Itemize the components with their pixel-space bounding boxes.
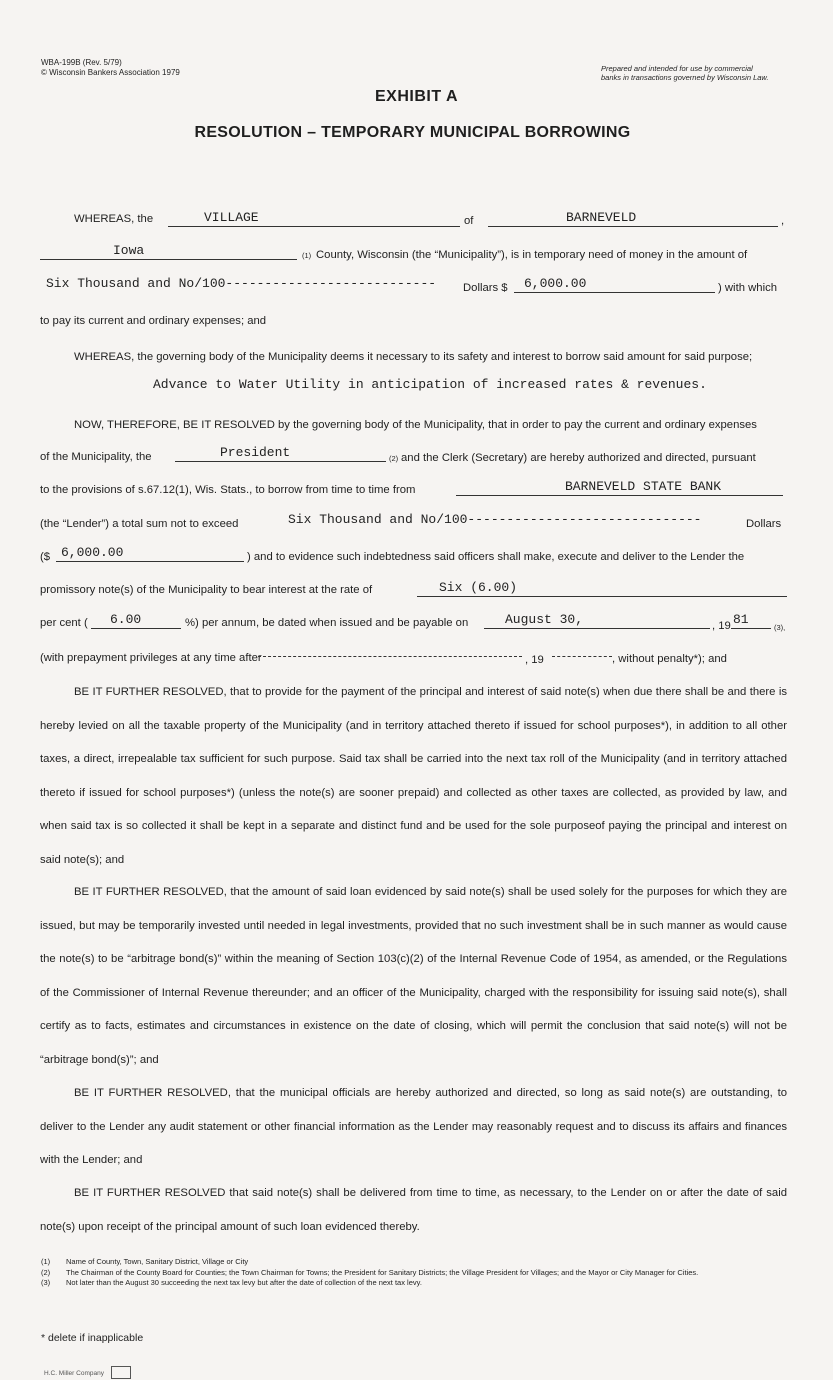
now-line8-b: , 19 xyxy=(525,654,544,666)
entity-name-field xyxy=(488,210,778,227)
now-line6-a: promissory note(s) of the Municipality to bear interest at the rate of xyxy=(40,584,373,596)
now-line2-b: and the Clerk (Secretary) are hereby authorized and directed, pursuant xyxy=(401,452,756,464)
whereas-intro: WHEREAS, the xyxy=(74,213,154,225)
due-date-field xyxy=(484,612,710,629)
printer-credit: H.C. Miller Company xyxy=(44,1370,104,1377)
comma: , xyxy=(781,215,785,227)
county-field xyxy=(40,243,297,260)
footnote-marker-2: (2) xyxy=(389,454,399,463)
rate-field xyxy=(91,612,181,629)
amount-words-field xyxy=(40,276,458,292)
prepared-note-line2: banks in transactions governed by Wisconsin Law. xyxy=(601,73,769,82)
prepayment-date-line xyxy=(258,656,522,657)
dollars-label: Dollars $ xyxy=(463,282,508,294)
now-line8-c: , without penalty*); and xyxy=(612,653,727,665)
form-number: WBA-199B (Rev. 5/79) xyxy=(41,58,122,67)
entity-name-value: BARNEVELD xyxy=(566,210,637,225)
paragraph-tax-levy xyxy=(40,676,787,877)
sum-value: 6,000.00 xyxy=(61,545,124,560)
expenses-text: to pay its current and ordinary expenses; and xyxy=(40,315,267,327)
now-line5-a: ($ xyxy=(40,551,51,563)
rate-words-value: Six (6.00) xyxy=(439,580,518,595)
now-line3-a: to the provisions of s.67.12(1), Wis. Stats., to borrow from time to time from xyxy=(40,484,416,496)
paragraph-text: BE IT FURTHER RESOLVED, that the amount of said loan evidenced by said note(s) shall be used solely for the purposes for which they are issued, but may be temporarily invested until needed in legal investments, provided that no such investment shall be in such manner as would cause the note(s) to be “arbitrage bond(s)” within the meaning of Section 103(c)(2) of the Internal Revenue Code of 1954, as amended, or the Regulations of the Commissioner of Internal Revenue thereunder; and an officer of the Municipality, charged with the responsibility for issuing said note(s), shall certify as to facts, estimates and circumstances in existence on the date of closing, which will permit the conclusion that said note(s) will not be “arbitrage bond(s)”; and xyxy=(40,886,787,1066)
now-line2-a: of the Municipality, the xyxy=(40,451,152,463)
entity-type-field xyxy=(168,210,460,227)
with-which-text: ) with which xyxy=(718,282,778,294)
delete-note: * delete if inapplicable xyxy=(41,1332,144,1344)
paragraph-text: BE IT FURTHER RESOLVED, that the municipal officials are hereby authorized and directed, so long as said note(s) are outstanding, to deliver to the Lender any audit statement or other financial information as the Lender may reasonably request and to discuss its affairs and finances with the Lender; and xyxy=(40,1087,787,1166)
amount-field xyxy=(514,276,715,293)
footnote-number: (3) xyxy=(41,1278,51,1287)
footnote-text: The Chairman of the County Board for Counties; the Town Chairman for Towns; the President for Sanitary Districts; the Village President for Villages; and the Mayor or City Manager for Cities. xyxy=(66,1267,699,1277)
purpose-value: Advance to Water Utility in anticipation of increased rates & revenues. xyxy=(153,377,707,392)
now-line7-b: %) per annum, be dated when issued and be payable on xyxy=(185,617,469,629)
paragraph-audit xyxy=(40,1077,787,1178)
officer-field xyxy=(175,445,386,462)
entity-type-value: VILLAGE xyxy=(204,210,259,225)
due-year-value: 81 xyxy=(733,612,749,627)
now-line5-b: ) and to evidence such indebtedness said officers shall make, execute and deliver to the Lender the xyxy=(247,551,745,563)
now-line7-c: , 19 xyxy=(712,620,731,632)
printer-logo xyxy=(111,1366,131,1379)
due-year-field xyxy=(731,612,771,629)
rate-value: 6.00 xyxy=(110,612,142,627)
footnote-3 xyxy=(41,1278,786,1288)
footnote-marker-3: (3), xyxy=(774,623,786,632)
prepayment-year-line xyxy=(552,656,612,657)
lender-value: BARNEVELD STATE BANK xyxy=(565,479,722,494)
now-line4-b: Dollars xyxy=(746,518,782,530)
rate-words-field xyxy=(417,580,787,597)
county-text: County, Wisconsin (the “Municipality”), is in temporary need of money in the amount of xyxy=(316,249,748,261)
footnote-2 xyxy=(41,1268,786,1278)
paragraph-delivery xyxy=(40,1177,787,1244)
footnotes xyxy=(41,1257,786,1289)
now-therefore-line1: NOW, THEREFORE, BE IT RESOLVED by the governing body of the Municipality, that in order to pay the current and ordinary expenses xyxy=(74,419,757,431)
sum-words-field xyxy=(263,512,741,528)
footnote-number: (1) xyxy=(41,1257,51,1266)
now-line8-a: (with prepayment privileges at any time after xyxy=(40,652,262,664)
paragraph-text: BE IT FURTHER RESOLVED, that to provide for the payment of the principal and interest of said note(s) when due there shall be and there is hereby levied on all the taxable property of the Municipality (and in territory attached thereto if issued for school purposes*), in addition to all other taxes, a direct, irrepealable tax sufficient for such purpose. Said tax shall be carried into the next tax roll of the Municipality (and in territory attached thereto if issued for school purposes*) (unless the note(s) are sooner prepaid) and collected as other taxes are collected, as provided by law, and when said tax is so collected it shall be kept in a separate and distinct fund and be used for the sole purposeof paying the principal and interest on said note(s); and xyxy=(40,686,787,866)
prepared-note xyxy=(601,64,769,82)
amount-words-value: Six Thousand and No/100--------------------------- xyxy=(46,276,437,291)
prepared-note-line1: Prepared and intended for use by commercial xyxy=(601,64,753,73)
document-title: EXHIBIT A xyxy=(374,88,459,105)
footnote-number: (2) xyxy=(41,1267,51,1277)
amount-value: 6,000.00 xyxy=(524,276,587,291)
whereas2-text: WHEREAS, the governing body of the Municipality deems it necessary to its safety and interest to borrow said amount for said purpose; xyxy=(74,351,753,363)
footnote-marker-1: (1) xyxy=(302,251,312,260)
officer-value: President xyxy=(220,445,291,460)
copyright: © Wisconsin Bankers Association 1979 xyxy=(41,68,180,77)
footnote-1 xyxy=(41,1257,786,1267)
lender-field xyxy=(456,479,783,496)
paragraph-arbitrage xyxy=(40,876,787,1077)
of-text: of xyxy=(464,215,474,227)
footnote-text: Not later than the August 30 succeeding the next tax levy but after the date of collection of the next tax levy. xyxy=(66,1278,422,1287)
sum-field xyxy=(56,545,244,562)
due-date-value: August 30, xyxy=(505,612,584,627)
now-line4-a: (the “Lender”) a total sum not to exceed xyxy=(40,518,239,530)
document-subtitle: RESOLUTION – TEMPORARY MUNICIPAL BORROWING xyxy=(194,124,631,141)
paragraph-text: BE IT FURTHER RESOLVED that said note(s) shall be delivered from time to time, as necessary, to the Lender on or after the date of said note(s) upon receipt of the principal amount of such loan evidenced thereby. xyxy=(40,1187,787,1233)
footnote-text: Name of County, Town, Sanitary District, Village or City xyxy=(66,1257,249,1266)
now-line7-a: per cent ( xyxy=(40,617,88,629)
sum-words-value: Six Thousand and No/100------------------------------ xyxy=(288,512,702,527)
county-value: Iowa xyxy=(113,243,145,258)
